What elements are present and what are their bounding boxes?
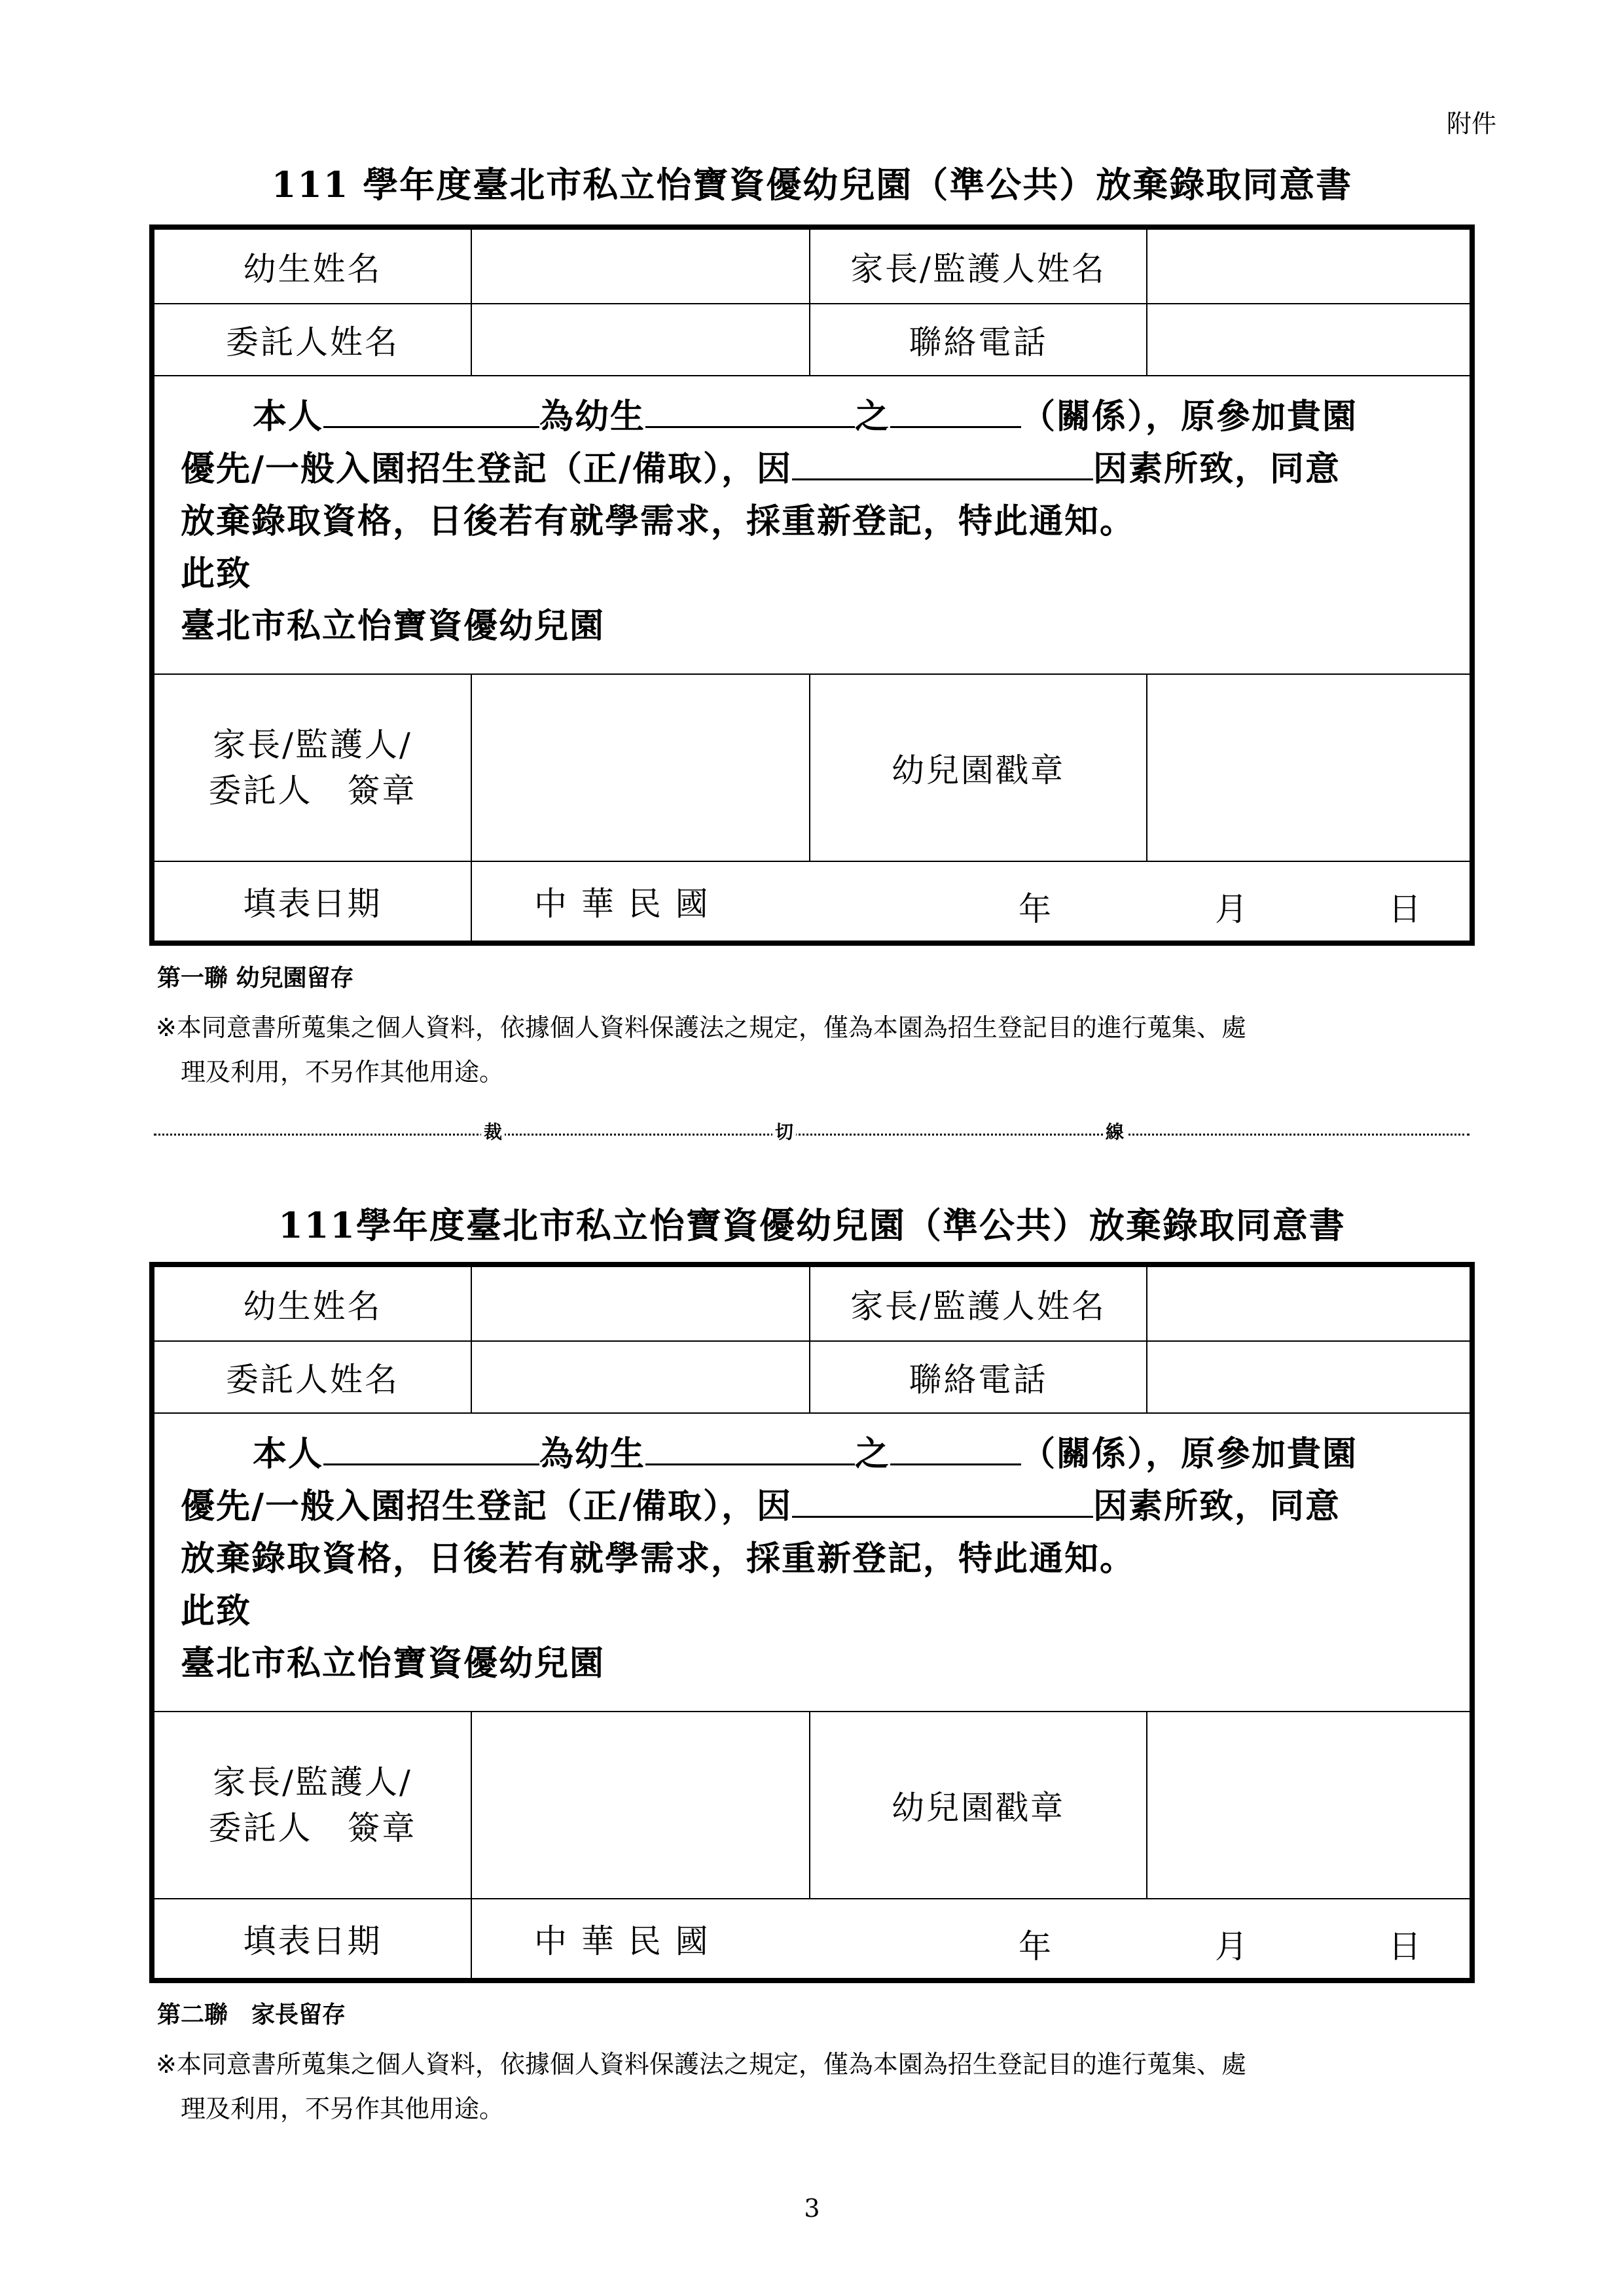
signature-label-line: 家長/監護人/ (213, 726, 412, 764)
salutation: 此致 (181, 1591, 252, 1631)
statement-text: 因素所致，同意 (1093, 1486, 1341, 1526)
self-name-blank[interactable] (323, 392, 539, 428)
privacy-note (156, 1005, 1478, 1094)
stamp-field[interactable] (1147, 675, 1470, 861)
child-name-label: 幼生姓名 (154, 230, 472, 303)
date-row (154, 1899, 1470, 1978)
salutation: 此致 (181, 554, 252, 594)
privacy-note-line: ※本同意書所蒐集之個人資料，依據個人資料保護法之規定，僅為本園為招生登記目的進行蒐集、處 (156, 2050, 1246, 2079)
stamp-label: 幼兒園戳章 (810, 675, 1147, 861)
attachment-label: 附件 (1447, 109, 1497, 138)
signature-label-line: 家長/監護人/ (213, 1763, 412, 1801)
reason-blank[interactable] (792, 444, 1093, 480)
privacy-note-line: 理及利用，不另作其他用途。 (181, 2094, 505, 2123)
page-number: 3 (804, 2194, 820, 2223)
reason-blank[interactable] (792, 1482, 1093, 1518)
statement-text: 為幼生 (539, 1434, 646, 1474)
statement-text: （關係），原參加貴園 (1021, 397, 1358, 437)
phone-label: 聯絡電話 (810, 1342, 1147, 1412)
date-era: 中 華 民 國 (534, 1922, 710, 1960)
date-month-label: 月 (1215, 1928, 1248, 1965)
consent-form-1 (149, 224, 1475, 946)
date-month-label: 月 (1215, 890, 1248, 928)
child-name-blank[interactable] (645, 1429, 855, 1465)
statement-text: 放棄錄取資格，日後若有就學需求，採重新登記，特此通知。 (181, 501, 1136, 541)
privacy-note-line: 理及利用，不另作其他用途。 (181, 1058, 505, 1086)
statement-text: 本人 (253, 1434, 324, 1474)
date-year-label: 年 (1019, 1928, 1051, 1965)
date-day-label: 日 (1388, 1928, 1421, 1965)
phone-field[interactable] (1147, 304, 1470, 375)
delegate-name-label: 委託人姓名 (154, 1342, 472, 1412)
signature-label (154, 1712, 472, 1898)
statement-text: （關係），原參加貴園 (1021, 1434, 1358, 1474)
signature-row (154, 675, 1470, 862)
relationship-blank[interactable] (890, 392, 1021, 428)
statement-block (154, 1414, 1470, 1712)
date-label: 填表日期 (154, 1899, 472, 1978)
signature-field[interactable] (472, 1712, 810, 1898)
date-field[interactable] (472, 862, 1470, 941)
delegate-name-field[interactable] (472, 304, 810, 375)
recipient: 臺北市私立怡寶資優幼兒園 (181, 606, 605, 646)
cut-line-char: 切 (772, 1118, 796, 1144)
parent-name-field[interactable] (1147, 1267, 1470, 1340)
statement-text: 優先/一般入園招生登記（正/備取），因 (181, 1486, 792, 1526)
delegate-name-label: 委託人姓名 (154, 304, 472, 375)
phone-label: 聯絡電話 (810, 304, 1147, 375)
phone-field[interactable] (1147, 1342, 1470, 1412)
cut-line-char: 線 (1103, 1118, 1127, 1144)
statement-text: 因素所致，同意 (1093, 449, 1341, 489)
child-name-field[interactable] (472, 230, 810, 303)
signature-label-line: 委託人 簽章 (208, 1809, 417, 1847)
signature-label-line: 委託人 簽章 (208, 772, 417, 810)
signature-row (154, 1712, 1470, 1899)
dotted-line (154, 1134, 1470, 1136)
statement-text: 優先/一般入園招生登記（正/備取），因 (181, 449, 792, 489)
copy-label: 第二聯 家長留存 (157, 2001, 346, 2028)
cut-line-char: 裁 (481, 1118, 505, 1144)
privacy-note-line: ※本同意書所蒐集之個人資料，依據個人資料保護法之規定，僅為本園為招生登記目的進行蒐集、處 (156, 1013, 1246, 1042)
date-field[interactable] (472, 1899, 1470, 1978)
parent-name-label: 家長/監護人姓名 (810, 230, 1147, 303)
stamp-field[interactable] (1147, 1712, 1470, 1898)
signature-label (154, 675, 472, 861)
statement-text: 為幼生 (539, 397, 646, 437)
date-day-label: 日 (1388, 890, 1421, 928)
relationship-blank[interactable] (890, 1429, 1021, 1465)
child-name-field[interactable] (472, 1267, 810, 1340)
date-row (154, 862, 1470, 941)
date-era: 中 華 民 國 (534, 885, 710, 923)
parent-name-field[interactable] (1147, 230, 1470, 303)
signature-field[interactable] (472, 675, 810, 861)
privacy-note (156, 2042, 1478, 2131)
self-name-blank[interactable] (323, 1429, 539, 1465)
name-row (154, 230, 1470, 304)
delegate-row (154, 1342, 1470, 1414)
date-year-label: 年 (1019, 890, 1051, 928)
parent-name-label: 家長/監護人姓名 (810, 1267, 1147, 1340)
name-row (154, 1267, 1470, 1342)
cut-line (154, 1118, 1470, 1144)
date-label: 填表日期 (154, 862, 472, 941)
child-name-label: 幼生姓名 (154, 1267, 472, 1340)
delegate-name-field[interactable] (472, 1342, 810, 1412)
statement-text: 放棄錄取資格，日後若有就學需求，採重新登記，特此通知。 (181, 1539, 1136, 1579)
child-name-blank[interactable] (645, 392, 855, 428)
recipient: 臺北市私立怡寶資優幼兒園 (181, 1643, 605, 1683)
form-title: 111學年度臺北市私立怡寶資優幼兒園（準公共）放棄錄取同意書 (278, 1204, 1346, 1246)
delegate-row (154, 304, 1470, 376)
consent-form-2 (149, 1262, 1475, 1983)
statement-block (154, 376, 1470, 675)
statement-text: 本人 (253, 397, 324, 437)
form-title: 111 學年度臺北市私立怡寶資優幼兒園（準公共）放棄錄取同意書 (271, 164, 1353, 206)
copy-label: 第一聯 幼兒園留存 (157, 965, 354, 992)
statement-text: 之 (855, 1434, 891, 1474)
statement-text: 之 (855, 397, 891, 437)
stamp-label: 幼兒園戳章 (810, 1712, 1147, 1898)
